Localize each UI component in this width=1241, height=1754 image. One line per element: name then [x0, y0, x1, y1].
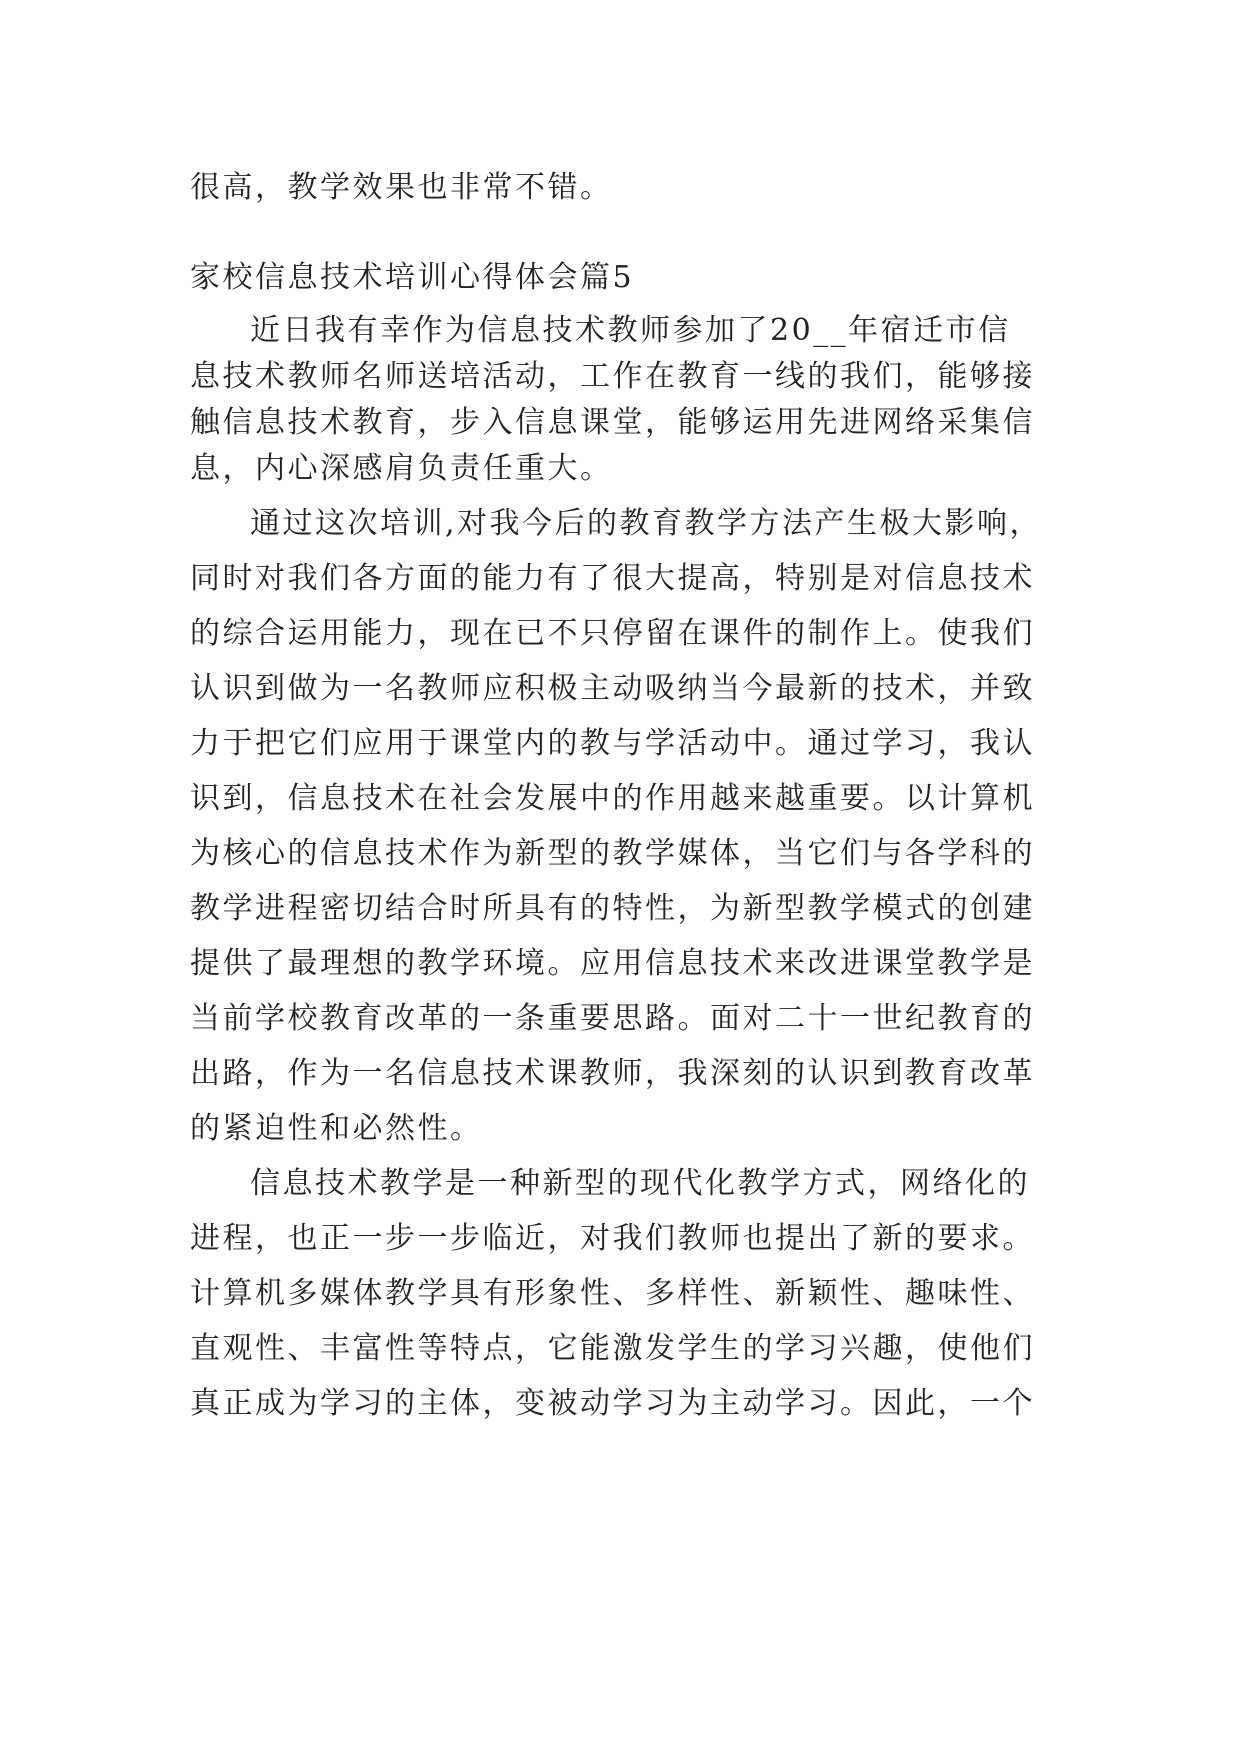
paragraph-1-line-1: 近日我有幸作为信息技术教师参加了20__年宿迁市信 — [250, 313, 1011, 348]
paragraph-2-line-4: 认识到做为一名教师应积极主动吸纳当今最新的技术，并致 — [190, 671, 1035, 706]
paragraph-2-line-10: 当前学校教育改革的一条重要思路。面对二十一世纪教育的 — [190, 1001, 1035, 1036]
paragraph-2-line-1: 通过这次培训,对我今后的教育教学方法产生极大影响， — [250, 506, 1043, 541]
section-heading: 家校信息技术培训心得体会篇5 — [190, 260, 635, 295]
paragraph-2-line-7: 为核心的信息技术作为新型的教学媒体，当它们与各学科的 — [190, 836, 1035, 871]
paragraph-2-line-2: 同时对我们各方面的能力有了很大提高，特别是对信息技术 — [190, 561, 1035, 596]
paragraph-1-line-4: 息，内心深感肩负责任重大。 — [190, 451, 613, 486]
paragraph-3-line-5: 真正成为学习的主体，变被动学习为主动学习。因此，一个 — [190, 1386, 1035, 1421]
paragraph-3-line-3: 计算机多媒体教学具有形象性、多样性、新颖性、趣味性、 — [190, 1276, 1035, 1311]
paragraph-2-line-12: 的紧迫性和必然性。 — [190, 1111, 483, 1146]
paragraph-2-line-8: 教学进程密切结合时所具有的特性，为新型教学模式的创建 — [190, 891, 1035, 926]
paragraph-3-line-1: 信息技术教学是一种新型的现代化教学方式，网络化的 — [250, 1166, 1030, 1201]
paragraph-2-line-5: 力于把它们应用于课堂内的教与学活动中。通过学习，我认 — [190, 726, 1035, 761]
paragraph-2-line-6: 识到，信息技术在社会发展中的作用越来越重要。以计算机 — [190, 781, 1035, 816]
paragraph-2-line-11: 出路，作为一名信息技术课教师，我深刻的认识到教育改革 — [190, 1056, 1035, 1091]
paragraph-1-line-2: 息技术教师名师送培活动，工作在教育一线的我们，能够接 — [190, 359, 1035, 394]
paragraph-2-line-3: 的综合运用能力，现在已不只停留在课件的制作上。使我们 — [190, 616, 1035, 651]
paragraph-1-line-3: 触信息技术教育，步入信息课堂，能够运用先进网络采集信 — [190, 405, 1035, 440]
paragraph-3-line-2: 进程，也正一步一步临近，对我们教师也提出了新的要求。 — [190, 1221, 1035, 1256]
paragraph-2-line-9: 提供了最理想的教学环境。应用信息技术来改进课堂教学是 — [190, 946, 1035, 981]
paragraph-line-continuation: 很高，教学效果也非常不错。 — [190, 170, 613, 205]
paragraph-3-line-4: 直观性、丰富性等特点，它能激发学生的学习兴趣，使他们 — [190, 1331, 1035, 1366]
